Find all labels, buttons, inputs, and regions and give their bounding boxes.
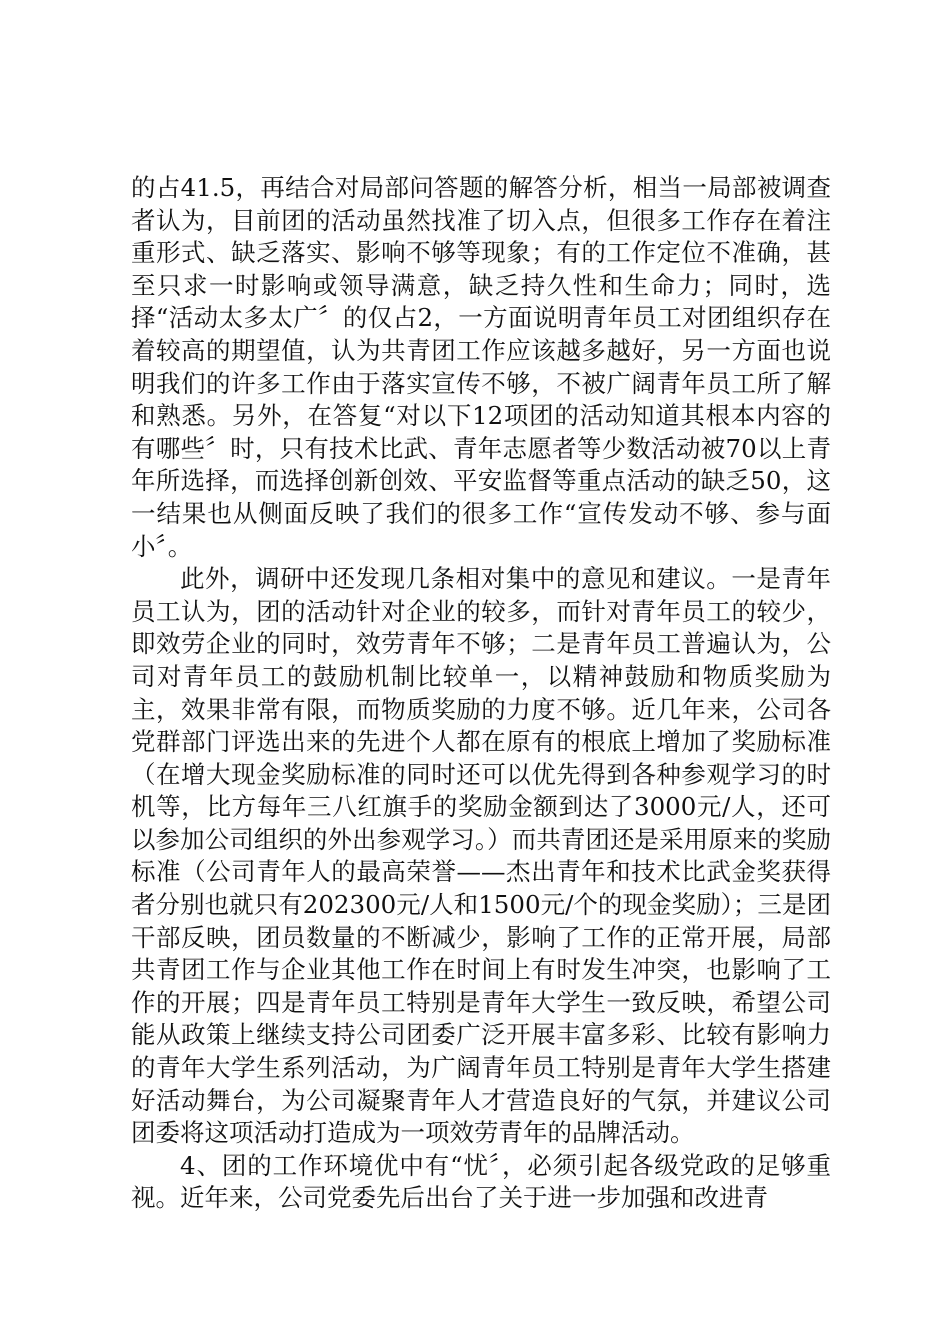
paragraph-work-environment: 4、团的工作环境优中有“忧〞，必须引起各级党政的足够重视。近年来，公司党委先后出台了关于进一步加强和改进青 (131, 1150, 831, 1213)
paragraph-survey-analysis: 的占41.5，再结合对局部问答题的解答分析，相当一局部被调查者认为，目前团的活动虽然找准了切入点，但很多工作存在着注重形式、缺乏落实、影响不够等现象；有的工作定位不准确，甚至只求一时影响或领导满意，缺乏持久性和生命力；同时，选择“活动太多太广〞的仅占2，一方面说明青年员工对团组织存在着较高的期望值，认为共青团工作应该越多越好，另一方面也说明我们的许多工作由于落实宣传不够，不被广阔青年员工所了解和熟悉。另外，在答复“对以下12项团的活动知道其根本内容的有哪些〞时，只有技术比武、青年志愿者等少数活动被70以上青年所选择，而选择创新创效、平安监督等重点活动的缺乏50，这一结果也从侧面反映了我们的很多工作“宣传发动不够、参与面小〞。 (131, 173, 831, 561)
document-body (131, 172, 831, 1215)
paragraph-opinions-suggestions: 此外，调研中还发现几条相对集中的意见和建议。一是青年员工认为，团的活动针对企业的较多，而针对青年员工的较少，即效劳企业的同时，效劳青年不够；二是青年员工普遍认为，公司对青年员工的鼓励机制比较单一，以精神鼓励和物质奖励为主，效果非常有限，而物质奖励的力度不够。近几年来，公司各党群部门评选出来的先进个人都在原有的根底上增加了奖励标准（在增大现金奖励标准的同时还可以优先得到各种参观学习的时机等，比方每年三八红旗手的奖励金额到达了3000元/人，还可以参加公司组织的外出参观学习。）而共青团还是采用原来的奖励标准（公司青年人的最高荣誉——杰出青年和技术比武金奖获得者分别也就只有202300元/人和1500元/个的现金奖励）；三是团干部反映，团员数量的不断减少，影响了工作的正常开展，局部共青团工作与企业其他工作在时间上有时发生冲突，也影响了工作的开展；四是青年员工特别是青年大学生一致反映，希望公司能从政策上继续支持公司团委广泛开展丰富多彩、比较有影响力的青年大学生系列活动，为广阔青年员工特别是青年大学生搭建好活动舞台，为公司凝聚青年人才营造良好的气氛，并建议公司团委将这项活动打造成为一项效劳青年的品牌活动。 (131, 564, 831, 1148)
